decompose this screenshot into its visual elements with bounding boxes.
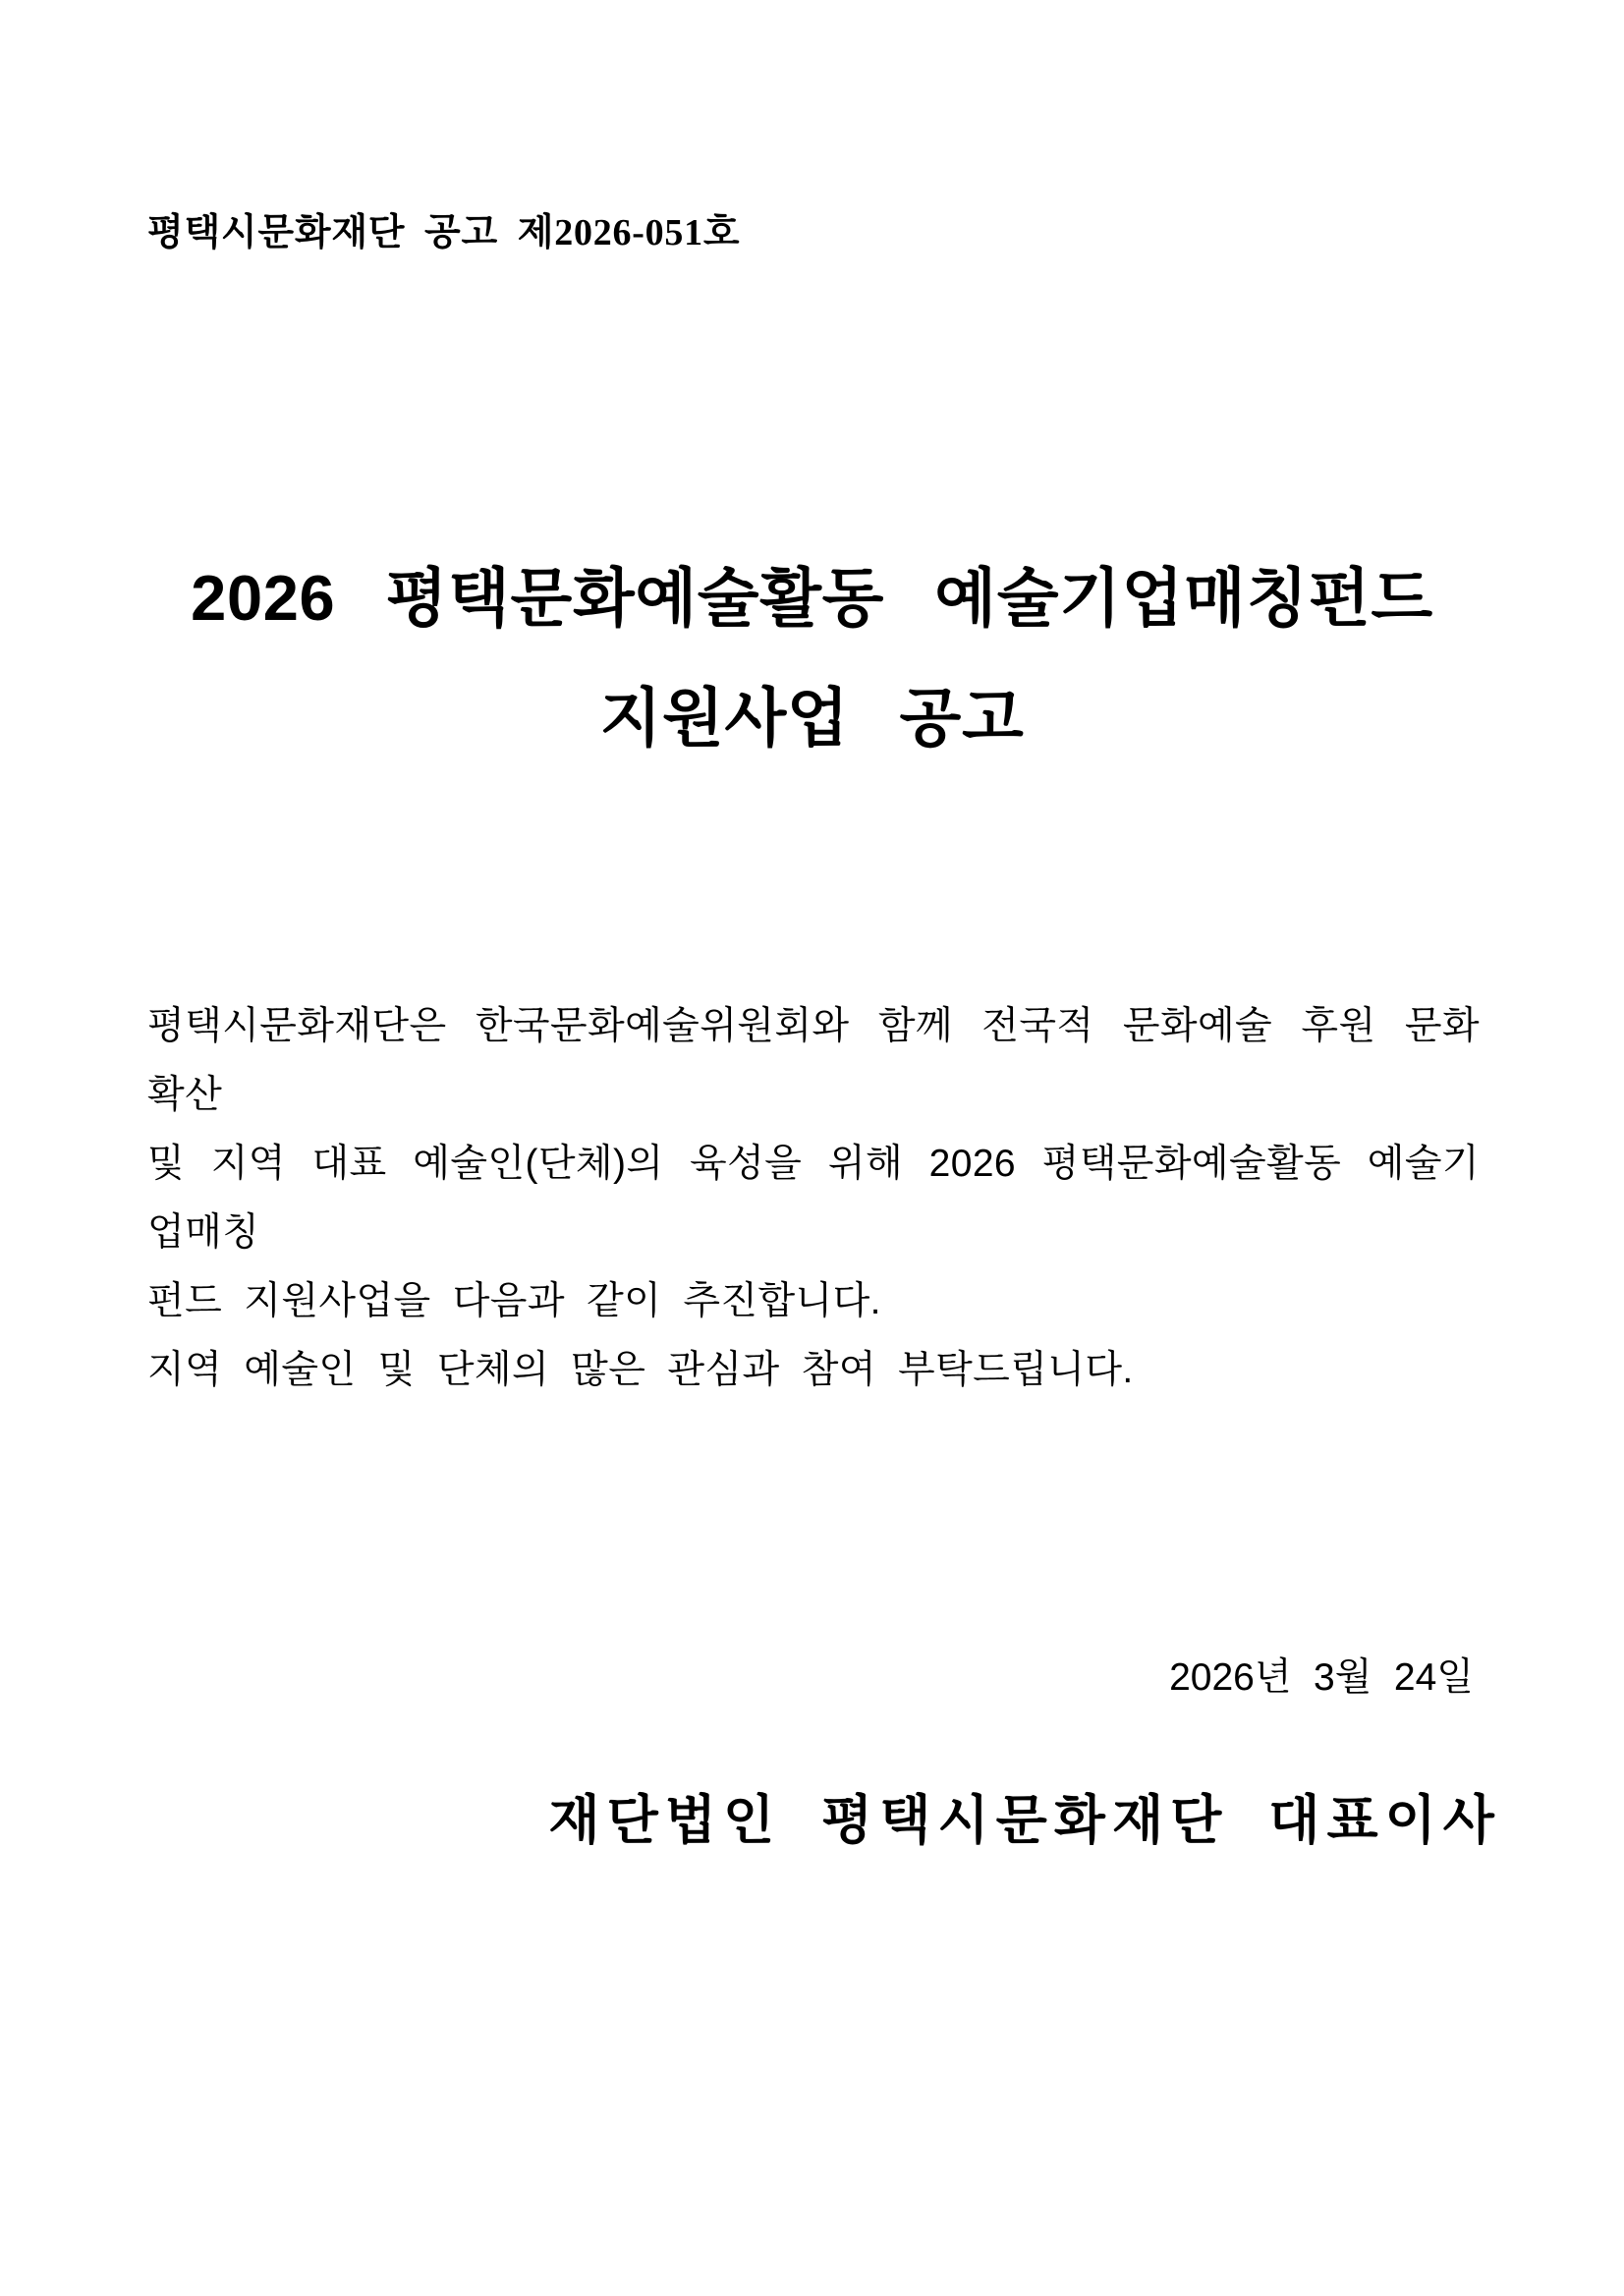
body-text <box>147 992 1480 1405</box>
body-paragraph2: 지역 예술인 및 단체의 많은 관심과 참여 부탁드립니다. <box>147 1349 1134 1391</box>
announcement-date: 2026년 3월 24일 <box>1169 1656 1474 1699</box>
body-paragraph1-line3: 펀드 지원사업을 다음과 같이 추진합니다. <box>147 1280 881 1322</box>
document-title <box>0 538 1624 778</box>
document-title-line-2: 지원사업 공고 <box>599 682 1025 754</box>
document-title-line-1: 2026 평택문화예술활동 예술기업매칭펀드 <box>191 562 1433 634</box>
body-paragraph1-line1: 평택시문화재단은 한국문화예술위원회와 함께 전국적 문화예술 후원 문화 확산 <box>147 1005 1480 1116</box>
notice-number: 평택시문화재단 공고 제2026-051호 <box>147 212 741 253</box>
signature-issuer: 재단법인 평택시문화재단 대표이사 <box>548 1791 1501 1850</box>
body-paragraph1-line2: 및 지역 대표 예술인(단체)의 육성을 위해 2026 평택문화예술활동 예술기업매칭 <box>147 1143 1480 1254</box>
